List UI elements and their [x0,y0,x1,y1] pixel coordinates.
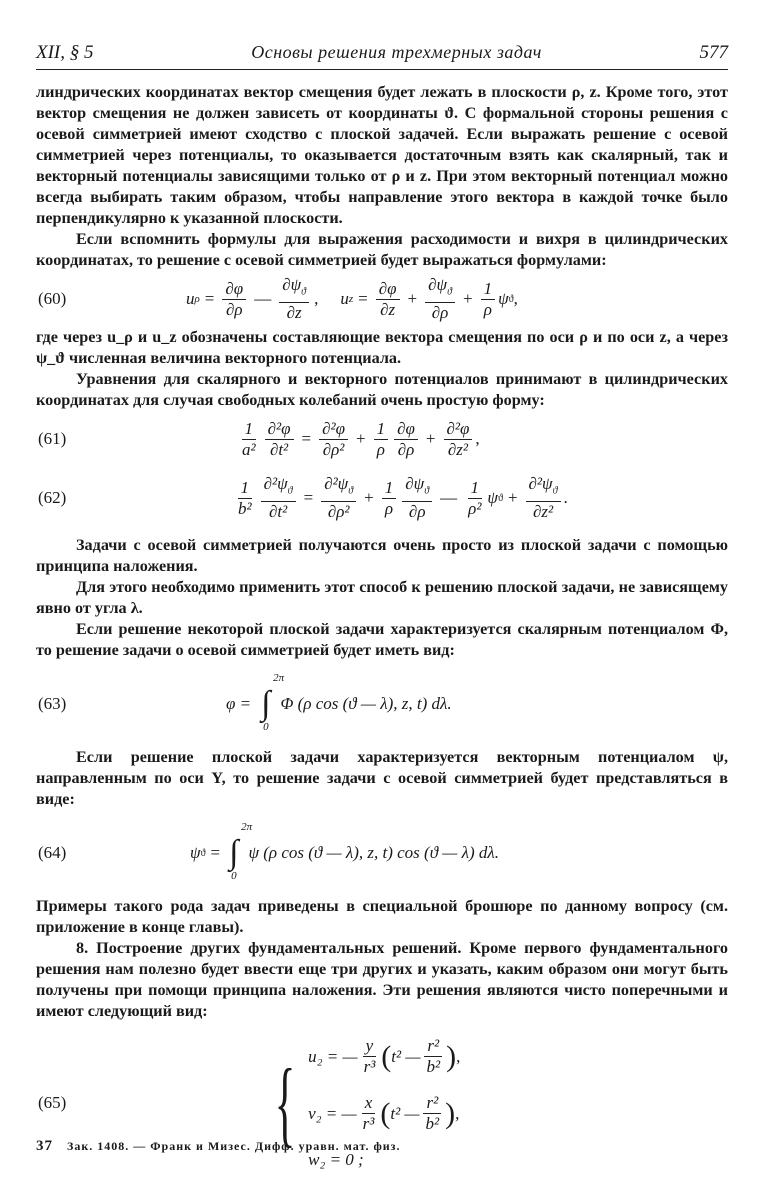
paragraph-6: Для этого необходимо применить этот способ к решению плоской задачи, не зависящему явно от угла λ. [36,578,728,617]
fraction: $\frac{\partial\psi_ϑ}{\partial\rho}$ [425,275,455,323]
symbol: u [186,289,195,308]
equation-body: $\frac{1}{\text{b²}}$ $\frac{\partial^2\psi_ϑ}{\text{∂t²}}$ = $\frac{\partial^2\psi_ϑ}{\text{∂ρ²}}$ + $\frac{1}{\rho}$ $\frac{\partial\psi_ϑ}{\partial\rho}$ — $\frac{1}{\text{ρ²}}$ ψ ϑ + $\frac{\partial^2\psi_ϑ}{\text{∂z²}}$ . [238,473,568,522]
equation-system [308,1028,460,1178]
equation-64 [36,810,728,896]
signature-mark: 37 [36,1138,53,1154]
symbol: u [340,289,349,308]
running-header [36,42,728,70]
footer-text: Зак. 1408. — Франк и Мизес. Дифф. уравн. мат. физ. [67,1139,401,1153]
equation-body: $\frac{1}{\text{a²}}$ $\frac{\text{∂²φ}}{\text{∂t²}}$ = $\frac{\text{∂²φ}}{\text{∂ρ²}}$ + $\frac{1}{\rho}$ $\frac{\partial\varphi}{\partial\rho}$ + $\frac{\text{∂²φ}}{\text{∂z²}}$ , [242,418,480,459]
section-label: XII, § 5 [36,42,94,63]
equation-65 [36,1022,728,1184]
paragraph-3: где через u_ρ и u_z обозначены составляющие вектора смещения по оси ρ и по оси z, а через ψ_ϑ численная величина векторного потенциала. [36,328,728,367]
left-brace: { [274,1049,296,1156]
equation-61 [36,411,728,467]
fraction: $\frac{\partial\psi_ϑ}{\partial z}$ [279,275,309,323]
equation-number: (65) [38,1093,67,1112]
paragraph-8: Если решение плоской задачи характеризуется векторным потенциалом ψ, направленным по оси Y, то решение задачи с осевой симметрией будет представляться в виде: [36,748,728,808]
paragraph-5: Задачи с осевой симметрией получаются очень просто из плоской задачи с помощью принципа наложения. [36,536,728,575]
equation-number: (64) [38,843,67,862]
integral-sign: ∫ 2π 0 [229,821,253,882]
equation-60 [36,271,728,327]
equation-row-v2: v₂ = — $\frac{x}{\text{r³}}$ ( t² — $\frac{\text{r²}}{\text{b²}}$ ) , [308,1093,460,1133]
equation-62 [36,467,728,529]
paragraph-2: Если вспомнить формулы для выражения расходимости и вихря в цилиндрических координатах, то решение с осевой симметрией будет выражаться формулами: [36,230,728,269]
page-number: 577 [699,42,728,63]
equation-63 [36,661,728,747]
equation-body: ψ ϑ = ∫ 2π 0 ψ (ρ cos (ϑ — λ), z, t) cos (ϑ — λ) dλ. [190,821,500,882]
paragraph-1: линдрических координатах вектор смещения будет лежать в плоскости ρ, z. Кроме того, этот вектор смещения не должен зависеть от координаты ϑ. С формальной стороны решения с осевой симметрией имеют сходство с плоской задачей. Если выражать решение с осевой симметрией через потенциалы, то оказывается достаточным взять как скалярный, так и векторный потенциалы зависящими только от ρ и z. При этом векторный потенциал можно всегда выбирать таким образом, чтобы направление этого вектора в каждой точке было перпендикулярно к указанной плоскости. [36,83,728,227]
running-title: Основы решения трехмерных задач [251,42,542,62]
equation-number: (62) [38,488,67,507]
fraction: $\frac{\partial\varphi}{\partial\rho}$ [222,279,246,320]
paragraph-9: Примеры такого рода задач приведены в специальной брошюре по данному вопросу (см. приложение в конце главы). [36,897,728,936]
printer-footer [36,1138,401,1155]
equation-number: (60) [38,289,67,308]
integral-sign: ∫ 2π 0 [261,672,285,733]
paragraph-7: Если решение некоторой плоской задачи характеризуется скалярным потенциалом Φ, то решение задачи о осевой симметрией будет иметь вид: [36,620,728,659]
equation-number: (63) [38,694,67,713]
subscript: ρ [194,293,200,305]
equation-body [262,1022,460,1184]
paragraph-10: 8. Построение других фундаментальных решений. Кроме первого фундаментального решения нам полезно будет ввести еще три других и указать, каким образом они могут быть получены при помощи принципа наложения. Эти решения являются чисто поперечными и имеют следующий вид: [36,939,728,1020]
equation-body: u ρ = $\frac{\partial\varphi}{\partial\rho}$ — $\frac{\partial\psi_ϑ}{\partial z}$ , u z = $\frac{\partial\varphi}{\partial z}$ + $\frac{\partial\psi_ϑ}{\partial\rho}$ + $\frac{1}{\rho}$ ψ ϑ , [186,274,518,323]
subscript: z [348,293,354,305]
equation-number: (61) [38,429,67,448]
fraction: $\frac{\partial\varphi}{\partial z}$ [376,279,400,320]
page [36,42,728,1184]
paragraph-4: Уравнения для скалярного и векторного потенциалов принимают в цилиндрических координатах для случая свободных колебаний очень простую форму: [36,370,728,409]
equation-body: φ = ∫ 2π 0 Φ (ρ cos (ϑ — λ), z, t) dλ. [226,672,452,733]
equation-row-u2: u₂ = — $\frac{y}{\text{r³}}$ ( t² — $\frac{\text{r²}}{\text{b²}}$ ) , [308,1036,461,1076]
equation-row-w2: w₂ = 0 ; [308,1150,364,1169]
fraction: $\frac{1}{\rho}$ [481,279,496,320]
